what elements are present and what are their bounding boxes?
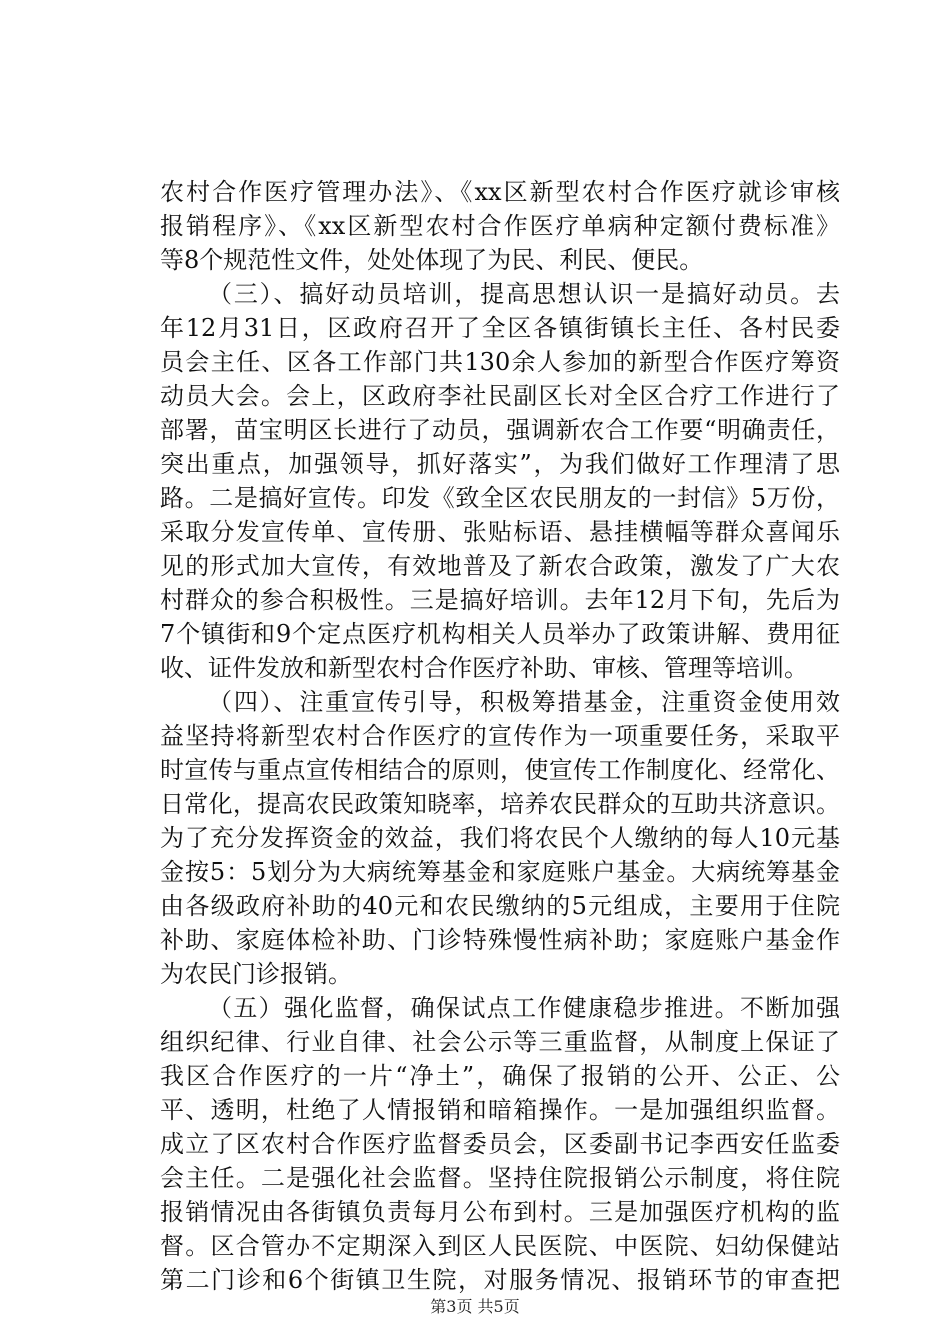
document-body [160,175,840,1297]
text-line: 由各级政府补助的40元和农民缴纳的5元组成，主要用于住院 [160,892,840,920]
text-line: 年12月31日，区政府召开了全区各镇街镇长主任、各村民委 [160,314,840,342]
text-line: 日常化，提高农民政策知晓率，培养农民群众的互助共济意识。 [160,790,840,818]
text-line: 组织纪律、行业自律、社会公示等三重监督，从制度上保证了 [160,1028,840,1056]
text-line: 督。区合管办不定期深入到区人民医院、中医院、妇幼保健站 [160,1232,840,1260]
text-line: 我区合作医疗的一片“净土”，确保了报销的公开、公正、公 [160,1062,840,1090]
text-line: 时宣传与重点宣传相结合的原则，使宣传工作制度化、经常化、 [160,756,840,784]
text-line: 收、证件发放和新型农村合作医疗补助、审核、管理等培训。 [160,654,808,682]
text-line: （四）、注重宣传引导，积极筹措基金，注重资金使用效 [208,688,840,716]
text-line: 员会主任、区各工作部门共130余人参加的新型合作医疗筹资 [160,348,840,376]
text-line: 补助、家庭体检补助、门诊特殊慢性病补助；家庭账户基金作 [160,926,840,954]
text-line: 报销程序》、《xx区新型农村合作医疗单病种定额付费标准》 [160,212,840,240]
text-line: 路。二是搞好宣传。印发《致全区农民朋友的一封信》5万份， [160,484,840,512]
text-line: 为了充分发挥资金的效益，我们将农民个人缴纳的每人10元基 [160,824,840,852]
text-line: 7个镇街和9个定点医疗机构相关人员举办了政策讲解、费用征 [160,620,840,648]
text-line: 突出重点，加强领导，抓好落实”，为我们做好工作理清了思 [160,450,840,478]
text-line: （三）、搞好动员培训，提高思想认识一是搞好动员。去 [208,280,840,308]
page-footer: 第3页 共5页 [430,1297,520,1316]
text-line: 部署，苗宝明区长进行了动员，强调新农合工作要“明确责任， [160,416,840,444]
text-line: 采取分发宣传单、宣传册、张贴标语、悬挂横幅等群众喜闻乐 [160,518,840,546]
text-line: 等8个规范性文件，处处体现了为民、利民、便民。 [160,246,704,274]
text-line: （五）强化监督，确保试点工作健康稳步推进。不断加强 [208,994,840,1022]
text-line: 动员大会。会上，区政府李社民副区长对全区合疗工作进行了 [160,382,840,410]
text-line: 益坚持将新型农村合作医疗的宣传作为一项重要任务，采取平 [160,722,840,750]
text-line: 村群众的参合积极性。三是搞好培训。去年12月下旬，先后为 [160,586,840,614]
text-line: 成立了区农村合作医疗监督委员会，区委副书记李西安任监委 [160,1130,840,1158]
text-line: 见的形式加大宣传，有效地普及了新农合政策，激发了广大农 [160,552,840,580]
text-line: 报销情况由各街镇负责每月公布到村。三是加强医疗机构的监 [160,1198,840,1226]
text-line: 金按5：5划分为大病统筹基金和家庭账户基金。大病统筹基金 [160,858,840,886]
text-line: 第二门诊和6个街镇卫生院，对服务情况、报销环节的审查把 [160,1266,840,1294]
text-line: 为农民门诊报销。 [160,960,352,988]
text-line: 农村合作医疗管理办法》、《xx区新型农村合作医疗就诊审核 [160,178,840,206]
text-line: 会主任。二是强化社会监督。坚持住院报销公示制度，将住院 [160,1164,840,1192]
text-line: 平、透明，杜绝了人情报销和暗箱操作。一是加强组织监督。 [160,1096,840,1124]
